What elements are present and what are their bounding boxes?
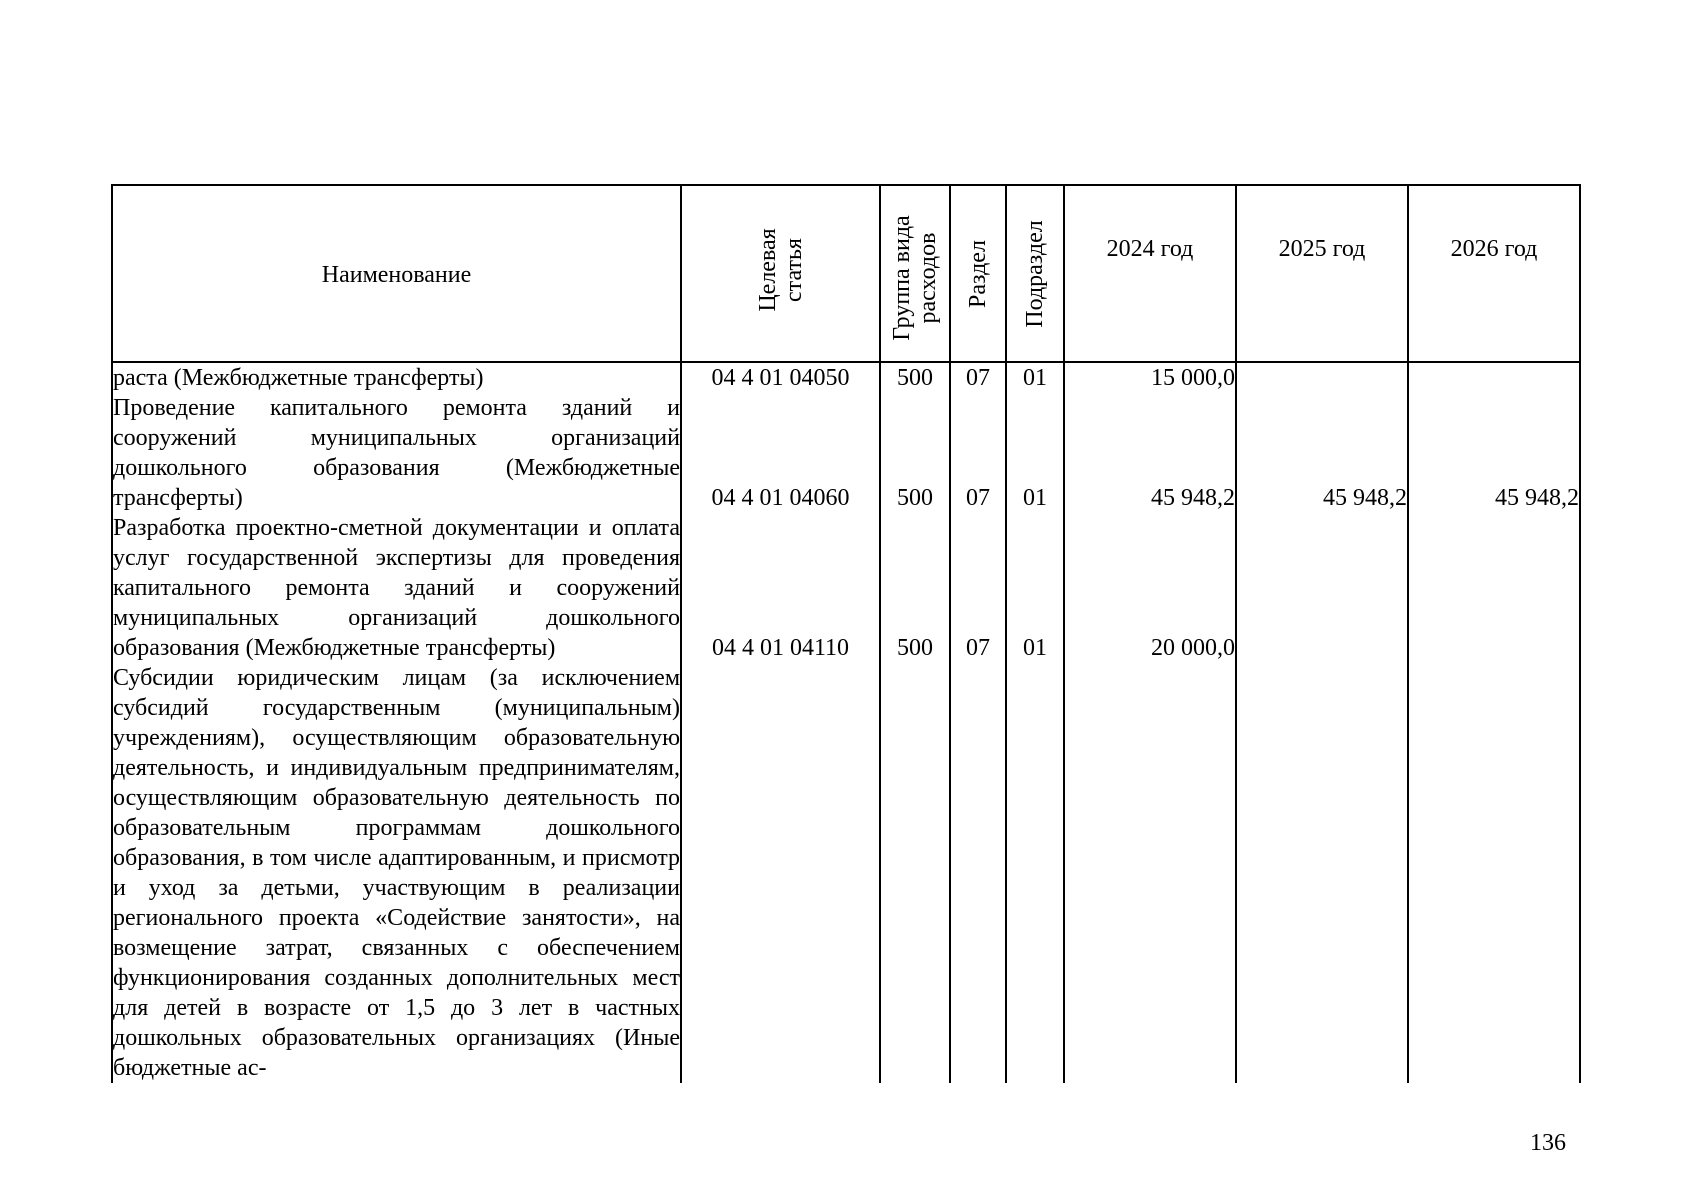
row-subsection: 01 (1006, 393, 1064, 513)
row-name-text: Разработка проектно-сметной документации и оплата услуг государственной экспертизы для проведения капитального ремонта зданий и сооружений муниципальных организаций дошкольного образования (Межбюджетные трансферты) (113, 515, 680, 661)
row-expense-group: 500 (880, 393, 950, 513)
header-section (950, 185, 1006, 362)
row-name (112, 362, 681, 393)
header-target-article-line1: Целевая (754, 227, 781, 312)
row-target-article: 04 4 01 04110 (681, 513, 880, 663)
row-subsection: 01 (1006, 362, 1064, 393)
header-2026 (1408, 185, 1580, 362)
row-section: 07 (950, 393, 1006, 513)
row-subsection: 01 (1006, 513, 1064, 663)
header-subsection-label: Подраздел (1022, 219, 1048, 328)
row-section: 07 (950, 362, 1006, 393)
row-expense-group: 500 (880, 362, 950, 393)
header-2024 (1064, 185, 1236, 362)
row-name-text: раста (Межбюджетные трансферты) (113, 365, 484, 391)
table-row (112, 362, 1580, 393)
header-2026-label: 2026 год (1450, 236, 1538, 262)
header-name-label: Наименование (321, 262, 472, 288)
table-header-row (112, 185, 1580, 362)
row-name-text: Проведение капитального ремонта зданий и сооружений муниципальных организаций дошкольного образования (Межбюджетные трансферты) (113, 395, 680, 511)
table-row (112, 513, 1580, 663)
row-amount-2026: 45 948,2 (1408, 393, 1580, 513)
row-expense-group: 500 (880, 513, 950, 663)
header-name (112, 185, 681, 362)
row-amount-2024: 20 000,0 (1064, 513, 1236, 663)
header-target-article-line2: статья (780, 237, 807, 302)
row-name (112, 393, 681, 513)
header-expense-group-line1: Группа вида (889, 214, 915, 341)
row-target-article (681, 663, 880, 1083)
row-target-article: 04 4 01 04060 (681, 393, 880, 513)
header-2025-label: 2025 год (1278, 236, 1366, 262)
row-expense-group (880, 663, 950, 1083)
row-section (950, 663, 1006, 1083)
table-row (112, 393, 1580, 513)
header-expense-group (880, 185, 950, 362)
row-amount-2025 (1236, 362, 1408, 393)
header-section-label: Раздел (965, 239, 991, 308)
row-name-text: Субсидии юридическим лицам (за исключением субсидий государственным (муниципальным) учреждениям), осуществляющим образовательную деятельность, и индивидуальным предпринимателям, осуществляющим образовательную деятельность по образовательным программам дошкольного образования, в том числе адаптированным, и присмотр и уход за детьми, участвующим в реализации регионального проекта «Содействие занятости», на возмещение затрат, связанных с обеспечением функционирования созданных дополнительных мест для детей в возрасте от 1,5 до 3 лет в частных дошкольных образовательных организациях (Иные бюджетные ас- (113, 665, 680, 1081)
header-expense-group-line2: расходов (915, 232, 941, 323)
row-name (112, 513, 681, 663)
row-subsection (1006, 663, 1064, 1083)
header-2025 (1236, 185, 1408, 362)
budget-table (111, 184, 1581, 1083)
row-amount-2024: 45 948,2 (1064, 393, 1236, 513)
page-number: 136 (1530, 1130, 1566, 1156)
row-amount-2026 (1408, 362, 1580, 393)
header-subsection (1006, 185, 1064, 362)
row-target-article: 04 4 01 04050 (681, 362, 880, 393)
row-name (112, 663, 681, 1083)
table-row (112, 663, 1580, 1083)
row-amount-2026 (1408, 513, 1580, 663)
header-2024-label: 2024 год (1106, 236, 1194, 262)
header-target-article (681, 185, 880, 362)
row-amount-2025 (1236, 513, 1408, 663)
row-amount-2025 (1236, 663, 1408, 1083)
row-amount-2024: 15 000,0 (1064, 362, 1236, 393)
row-section: 07 (950, 513, 1006, 663)
row-amount-2024 (1064, 663, 1236, 1083)
row-amount-2025: 45 948,2 (1236, 393, 1408, 513)
row-amount-2026 (1408, 663, 1580, 1083)
